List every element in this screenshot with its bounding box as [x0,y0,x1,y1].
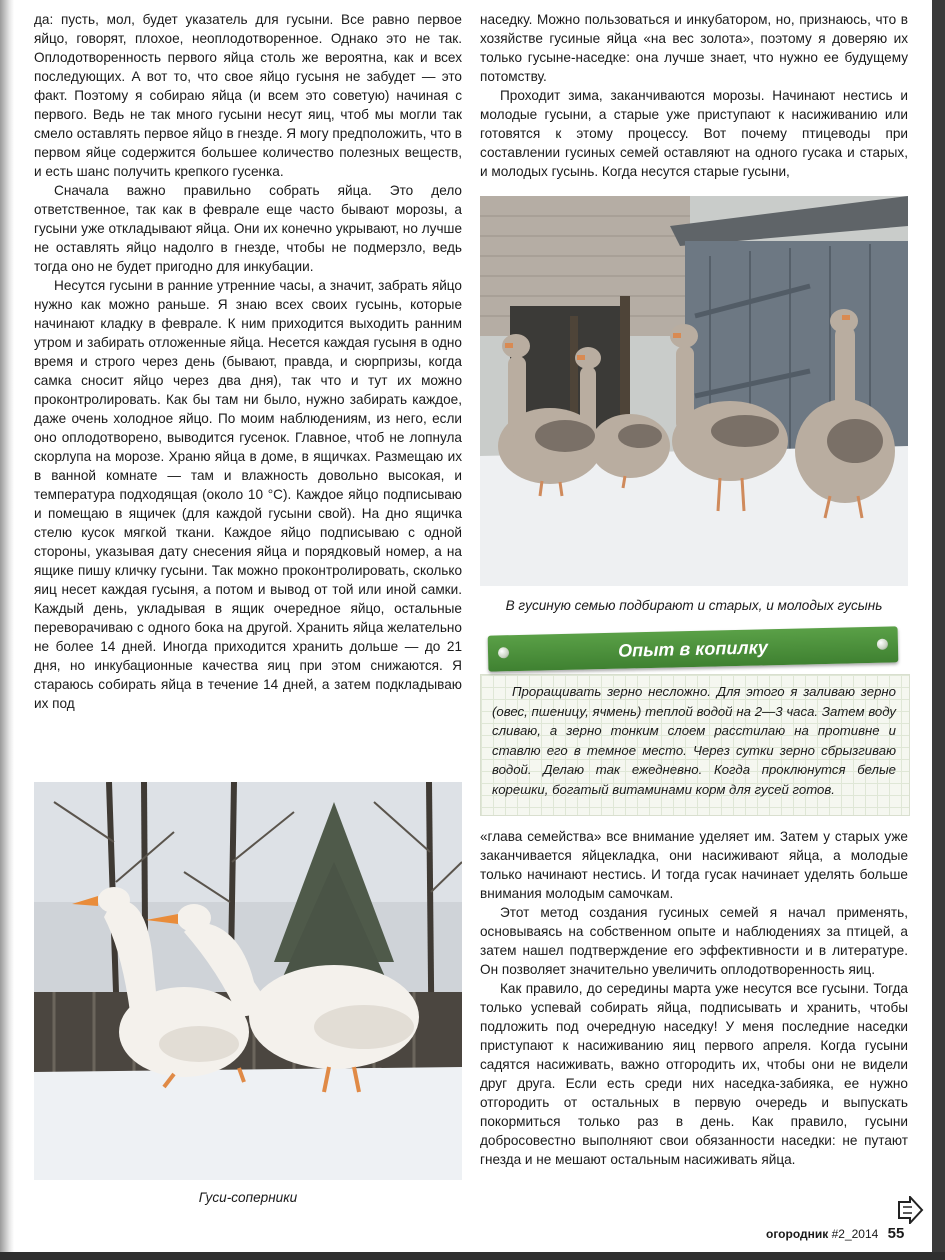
sidebar-banner [488,626,899,671]
sidebar-body: Проращивать зерно несложно. Для этого я заливаю зерно (овес, пшеницу, ячмень) теплой водой на 2—3 часа. Затем воду сливаю, а зерно тонким слоем расстилаю на противне и ставлю его в темное место. Через сутки зерно сбрызгиваю водой. Делаю так ежедневно. Когда проклюнутся белые корешки, богатый витаминами корм для гусей готов. [492,684,896,797]
next-page-arrow-icon [896,1196,924,1224]
geese-family-photo [480,196,908,586]
paragraph: Несутся гусыни в ранние утренние часы, а значит, забрать яйцо нужно как можно раньше. Я знаю всех своих гусынь, которые начинают кладку в феврале. К ним приходится выходить ранним утром и забирать отложенные яйца. Несется каждая гусыня в одно время и строго через день (бывают, правда, и сюрпризы, когда самка сносит яйцо через два дня), так что и тут их можно проконтролировать. Как бы там ни было, нужно забирать каждое, даже очень холодное яйцо. По моим наблюдениям, из него, если оно оплодотворено, выводится гусенок. Главное, чтоб не лопнула скорлупа на морозе. Храню яйца в доме, в ящичках. Размещаю их в ванной комнате — там и влажность довольно высокая, и температура подходящая (около 10 °С). Каждое яйцо подписываю и помещаю в ящичек (для каждой гусыни свой). На дно ящичка стелю кусок мягкой ткани. Каждое яйцо подписываю с одной стороны, указывая дату снесения яйца и порядковый номер, а на ящике пишу кличку гусыни. Так можно проконтролировать, сколько яиц несет каждая гусыня, а потом и вывод от той или иной самки. Каждый день, укладывая в ящик очередное яйцо, остальные переворачиваю с одного бока на другой. Хранить яйца желательно не более 14 дней. Иногда приходится хранить дольше — до 21 дня, но инкубационные качества яиц при этом снижаются. Я стараюсь собирать яйца в течение 14 дней, а затем подкладываю их под [34,278,462,711]
magazine-name: огородник [766,1227,829,1241]
paragraph: Сначала важно правильно собрать яйца. Это дело ответственное, так как в феврале еще часто бывают морозы, а гусыни уже откладывают яйца. Они их конечно укрывают, но лучше не оставлять яйцо надолго в гнезде, чтобы не подмерзло, ведь тогда оно не будет пригодно для инкубации. [34,183,462,274]
photo-caption: Гуси-соперники [198,1190,298,1205]
right-column-bottom-text [480,827,908,1169]
paragraph: да: пусть, мол, будет указатель для гусыни. Все равно первое яйцо, говорят, плохое, неоплодотворенное. Однако это не так. Оплодотворенность первого яйца столь же вероятна, как и всех последующих. А вот то, что свое яйцо гусыня не забудет — это факт. Поэтому я собираю яйца (и всем это советую) начиная с первого. Ведь не так много гусыни несут яиц, чтоб мы могли так смело оставлять первое яйцо в гнезде. Я могу предположить, что в первом яйце содержится большее количество полезных веществ, и есть шанс получить крепкого гусенка. [34,12,462,179]
paragraph: Как правило, до середины марта уже несутся все гусыни. Тогда только успевай собирать яйца, подписывать и хранить, чтобы подложить под очередную наседку! У меня последние наседки приступают к насиживанию яиц первого апреля. Когда гусыни садятся насиживать, важно отгородить их, чтобы они не видели друг друга. Если есть среди них наседка-забияка, ее нужно отгородить от остальных в первую очередь и выпускать покормиться только раз в день. Как правило, гусыни добросовестно выполняют свои обязанности наседки: не путают гнезда и не мешают остальным насиживать яйца. [480,981,908,1167]
paragraph: «глава семейства» все внимание уделяет им. Затем у старых уже заканчивается яйцекладка, они насиживают яйца, а молодые только начинают нестись. И тогда гусак начинает уделять больше внимания молодым самочкам. [480,829,908,901]
paragraph: наседку. Можно пользоваться и инкубатором, но, признаюсь, что в хозяйстве гусиные яйца «на вес золота», поэтому я доверяю их только гусыне-наседке: она лучше знает, что нужно ее будущему потомству. [480,12,908,84]
paragraph: Этот метод создания гусиных семей я начал применять, основываясь на собственном опыте и наблюдениях за птицей, а затем нашел подтверждение его эффективности и в литературе. Он позволяет значительно увеличить оплодотворенность яиц. [480,905,908,977]
rival-geese-photo [34,782,462,1180]
sidebar-title: Опыт в копилку [617,637,769,661]
photo-caption: В гусиную семью подбирают и старых, и молодых гусынь [505,598,883,613]
issue-number: #2_2014 [831,1227,879,1241]
tip-sidebar [480,628,908,814]
paragraph: Проходит зима, заканчиваются морозы. Начинают нестись и молодые гусыни, а старые уже приступают к насиживанию или готовятся к этому процессу. Вот почему птицеводы при составлении гусиных семей оставляют на одного гусака и старых, и молодых гусынь. Когда несутся старые гусыни, [480,88,908,179]
page-number: 55 [887,1225,905,1242]
page-frame-bottom [0,1252,945,1260]
page-frame-right [932,0,945,1260]
left-column-text [34,10,462,713]
page-footer [766,1225,904,1242]
page-shadow [0,0,14,1260]
right-column-top-text [480,10,908,181]
